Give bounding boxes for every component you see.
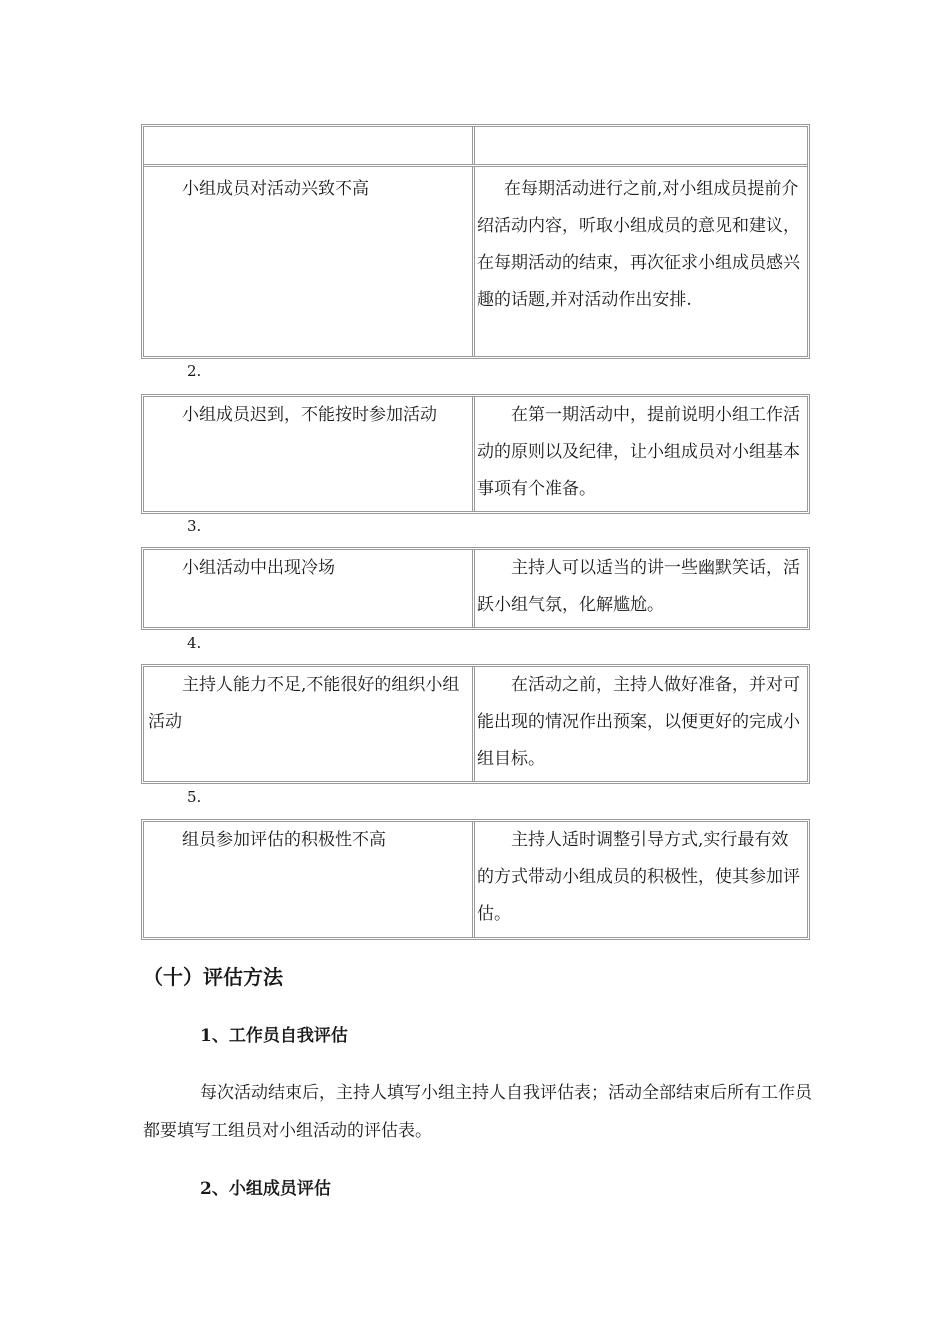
problem-text: 组员参加评估的积极性不高 <box>182 830 386 850</box>
row-number: 3. <box>187 517 202 535</box>
section-title: （十）评估方法 <box>143 965 283 989</box>
solution-text: 主持人可以适当的讲一些幽默笑话，活跃小组气氛，化解尴尬。 <box>477 558 800 615</box>
table-5 <box>141 819 810 940</box>
solution-cell <box>475 822 807 937</box>
table-1-header-divider <box>472 127 475 164</box>
problem-text: 小组活动中出现冷场 <box>182 558 335 578</box>
table-1-header-row <box>144 127 807 167</box>
solution-cell <box>475 550 807 627</box>
problem-text: 主持人能力不足,不能很好的组织小组活动 <box>148 675 460 732</box>
problem-cell <box>144 550 475 627</box>
paragraph: 每次活动结束后，主持人填写小组主持人自我评估表；活动全部结束后所有工作员都要填写工组员对小组活动的评估表。 <box>143 1083 812 1141</box>
table-4 <box>141 664 810 784</box>
problem-cell <box>148 171 468 208</box>
table-2 <box>141 394 810 514</box>
table-1-body-divider <box>472 167 475 356</box>
table-3 <box>141 547 810 630</box>
solution-cell <box>477 171 807 319</box>
solution-text: 在第一期活动中，提前说明小组工作活动的原则以及纪律，让小组成员对小组基本事项有个准备。 <box>477 405 800 499</box>
row-number: 5. <box>187 788 202 806</box>
problem-cell <box>144 667 475 781</box>
subsection-title: 2、小组成员评估 <box>200 1179 331 1199</box>
solution-text: 在每期活动进行之前,对小组成员提前介绍活动内容，听取小组成员的意见和建议，在每期活动的结束，再次征求小组成员感兴趣的话题,并对活动作出安排. <box>477 179 800 310</box>
solution-cell <box>475 397 807 511</box>
solution-text: 主持人适时调整引导方式,实行最有效的方式带动小组成员的积极性，使其参加评估。 <box>477 830 800 924</box>
table-1 <box>141 124 810 359</box>
problem-cell <box>144 397 475 511</box>
subsection-title: 1、工作员自我评估 <box>200 1026 348 1046</box>
solution-text: 在活动之前，主持人做好准备，并对可能出现的情况作出预案，以便更好的完成小组目标。 <box>477 675 800 769</box>
row-number: 2. <box>187 362 202 380</box>
solution-cell <box>475 667 807 781</box>
problem-cell <box>144 822 475 937</box>
problem-text: 小组成员迟到，不能按时参加活动 <box>182 405 437 425</box>
row-number: 4. <box>187 634 202 652</box>
problem-text: 小组成员对活动兴致不高 <box>182 179 369 199</box>
